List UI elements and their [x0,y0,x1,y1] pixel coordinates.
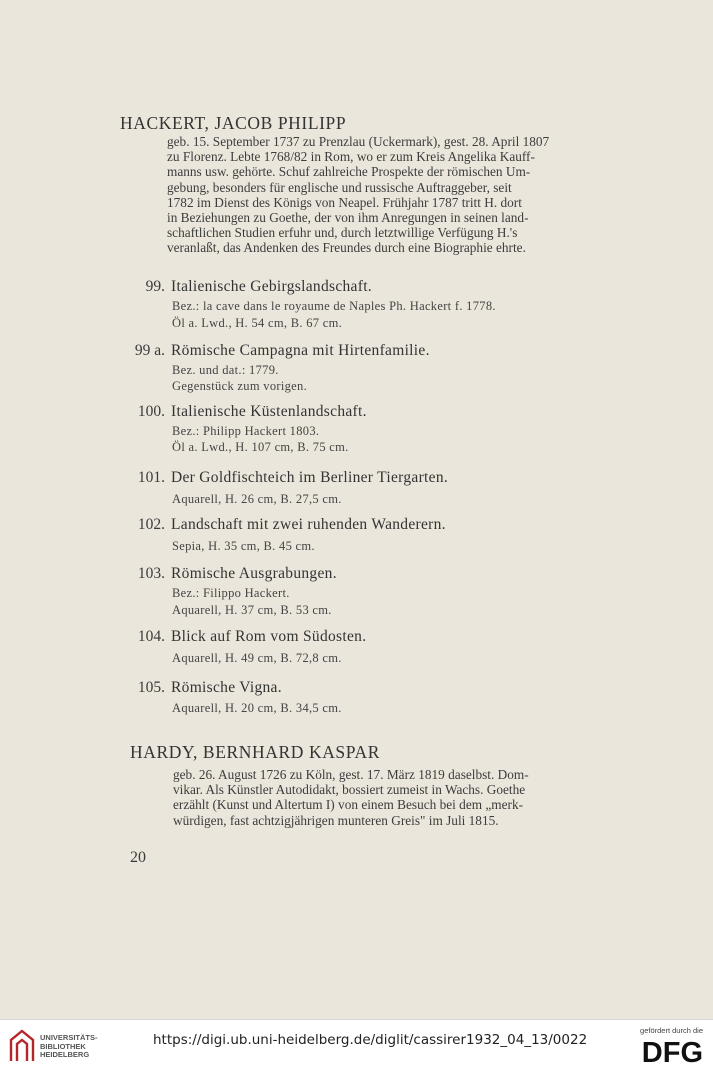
artist-heading-hackert: HACKERT, JACOB PHILIPP [120,113,347,133]
entry-title: Römische Vigna. [171,679,282,696]
dfg-logo: DFG [641,1037,703,1069]
permalink-url[interactable]: https://digi.ub.uni-heidelberg.de/diglit/cassirer1932_04_13/0022 [153,1032,588,1048]
bio-line: gebung, besonders für englische und russische Auftraggeber, seit [167,179,512,195]
bio-line: vikar. Als Künstler Autodidakt, bossiert zumeist in Wachs. Goethe [173,782,526,798]
university-library-name [40,1034,98,1060]
entry-detail: Öl a. Lwd., H. 107 cm, B. 75 cm. [172,440,349,454]
bio-line: 1782 im Dienst des Königs von Neapel. Frühjahr 1787 tritt H. dort [167,194,522,210]
entry-detail: Öl a. Lwd., H. 54 cm, B. 67 cm. [172,316,343,330]
bio-line: erzählt (Kunst und Altertum I) von einem Besuch bei dem „merk- [173,797,524,813]
page-number: 20 [130,849,146,866]
entry-title: Landschaft mit zwei ruhenden Wanderern. [171,516,446,533]
entry-detail: Aquarell, H. 37 cm, B. 53 cm. [172,603,332,617]
entry-number: 101. [137,469,165,486]
entry-detail: Bez.: Filippo Hackert. [172,586,290,600]
bio-line: zu Florenz. Lebte 1768/82 in Rom, wo er zum Kreis Angelika Kauff- [167,149,535,165]
bio-line: veranlaßt, das Andenken des Freundes durch eine Biographie ehrte. [167,240,526,256]
university-library-logo-icon [8,1028,36,1064]
entry-number: 104. [137,628,165,645]
bio-line: würdigen, fast achtzigjährigen munteren Greis" im Juli 1815. [173,812,499,828]
bio-line: geb. 26. August 1726 zu Köln, gest. 17. März 1819 daselbst. Dom- [173,767,529,782]
entry-detail: Aquarell, H. 49 cm, B. 72,8 cm. [172,651,342,665]
entry-title: Der Goldfischteich im Berliner Tiergarten. [171,469,449,486]
entry-detail: Aquarell, H. 20 cm, B. 34,5 cm. [172,701,342,715]
artist-heading-hardy: HARDY, BERNHARD KASPAR [130,742,380,762]
bio-line: geb. 15. September 1737 zu Prenzlau (Uckermark), gest. 28. April 1807 [167,134,550,149]
entry-detail: Bez.: la cave dans le royaume de Naples Ph. Hackert f. 1778. [172,299,496,313]
entry-number: 103. [137,565,165,582]
entry-number: 102. [137,516,165,533]
artist-bio-hackert [167,134,549,256]
viewer-footer [0,1019,713,1072]
bio-line: manns usw. gehörte. Schuf zahlreiche Prospekte der römischen Um- [167,164,531,180]
entry-detail: Bez. und dat.: 1779. [172,363,279,377]
artist-bio-hardy [173,767,529,828]
logo-text-line: BIBLIOTHEK [40,1041,86,1051]
funder-caption: gefördert durch die [640,1026,703,1035]
entry-title: Römische Campagna mit Hirtenfamilie. [171,342,430,359]
entry-number: 100. [137,403,165,420]
logo-text-line: HEIDELBERG [40,1050,90,1059]
entry-title: Italienische Gebirgslandschaft. [171,278,372,295]
bio-line: in Beziehungen zu Goethe, der von ihm Anregungen in seinen land- [167,210,529,226]
entry-number: 105. [137,679,165,696]
entry-detail: Aquarell, H. 26 cm, B. 27,5 cm. [172,492,342,506]
bio-line: schaftlichen Studien erfuhr und, durch letztwillige Verfügung H.'s [167,225,518,241]
entry-number: 99 a. [134,342,165,359]
logo-text-line: UNIVERSITÄTS- [40,1033,98,1042]
entry-title: Blick auf Rom vom Südosten. [171,628,367,645]
entry-title: Römische Ausgrabungen. [171,565,337,582]
entry-detail: Sepia, H. 35 cm, B. 45 cm. [172,539,315,553]
entry-detail: Gegenstück zum vorigen. [172,379,307,393]
entry-detail: Bez.: Philipp Hackert 1803. [172,424,320,438]
entry-number: 99. [145,278,165,295]
entry-title: Italienische Küstenlandschaft. [171,403,367,420]
